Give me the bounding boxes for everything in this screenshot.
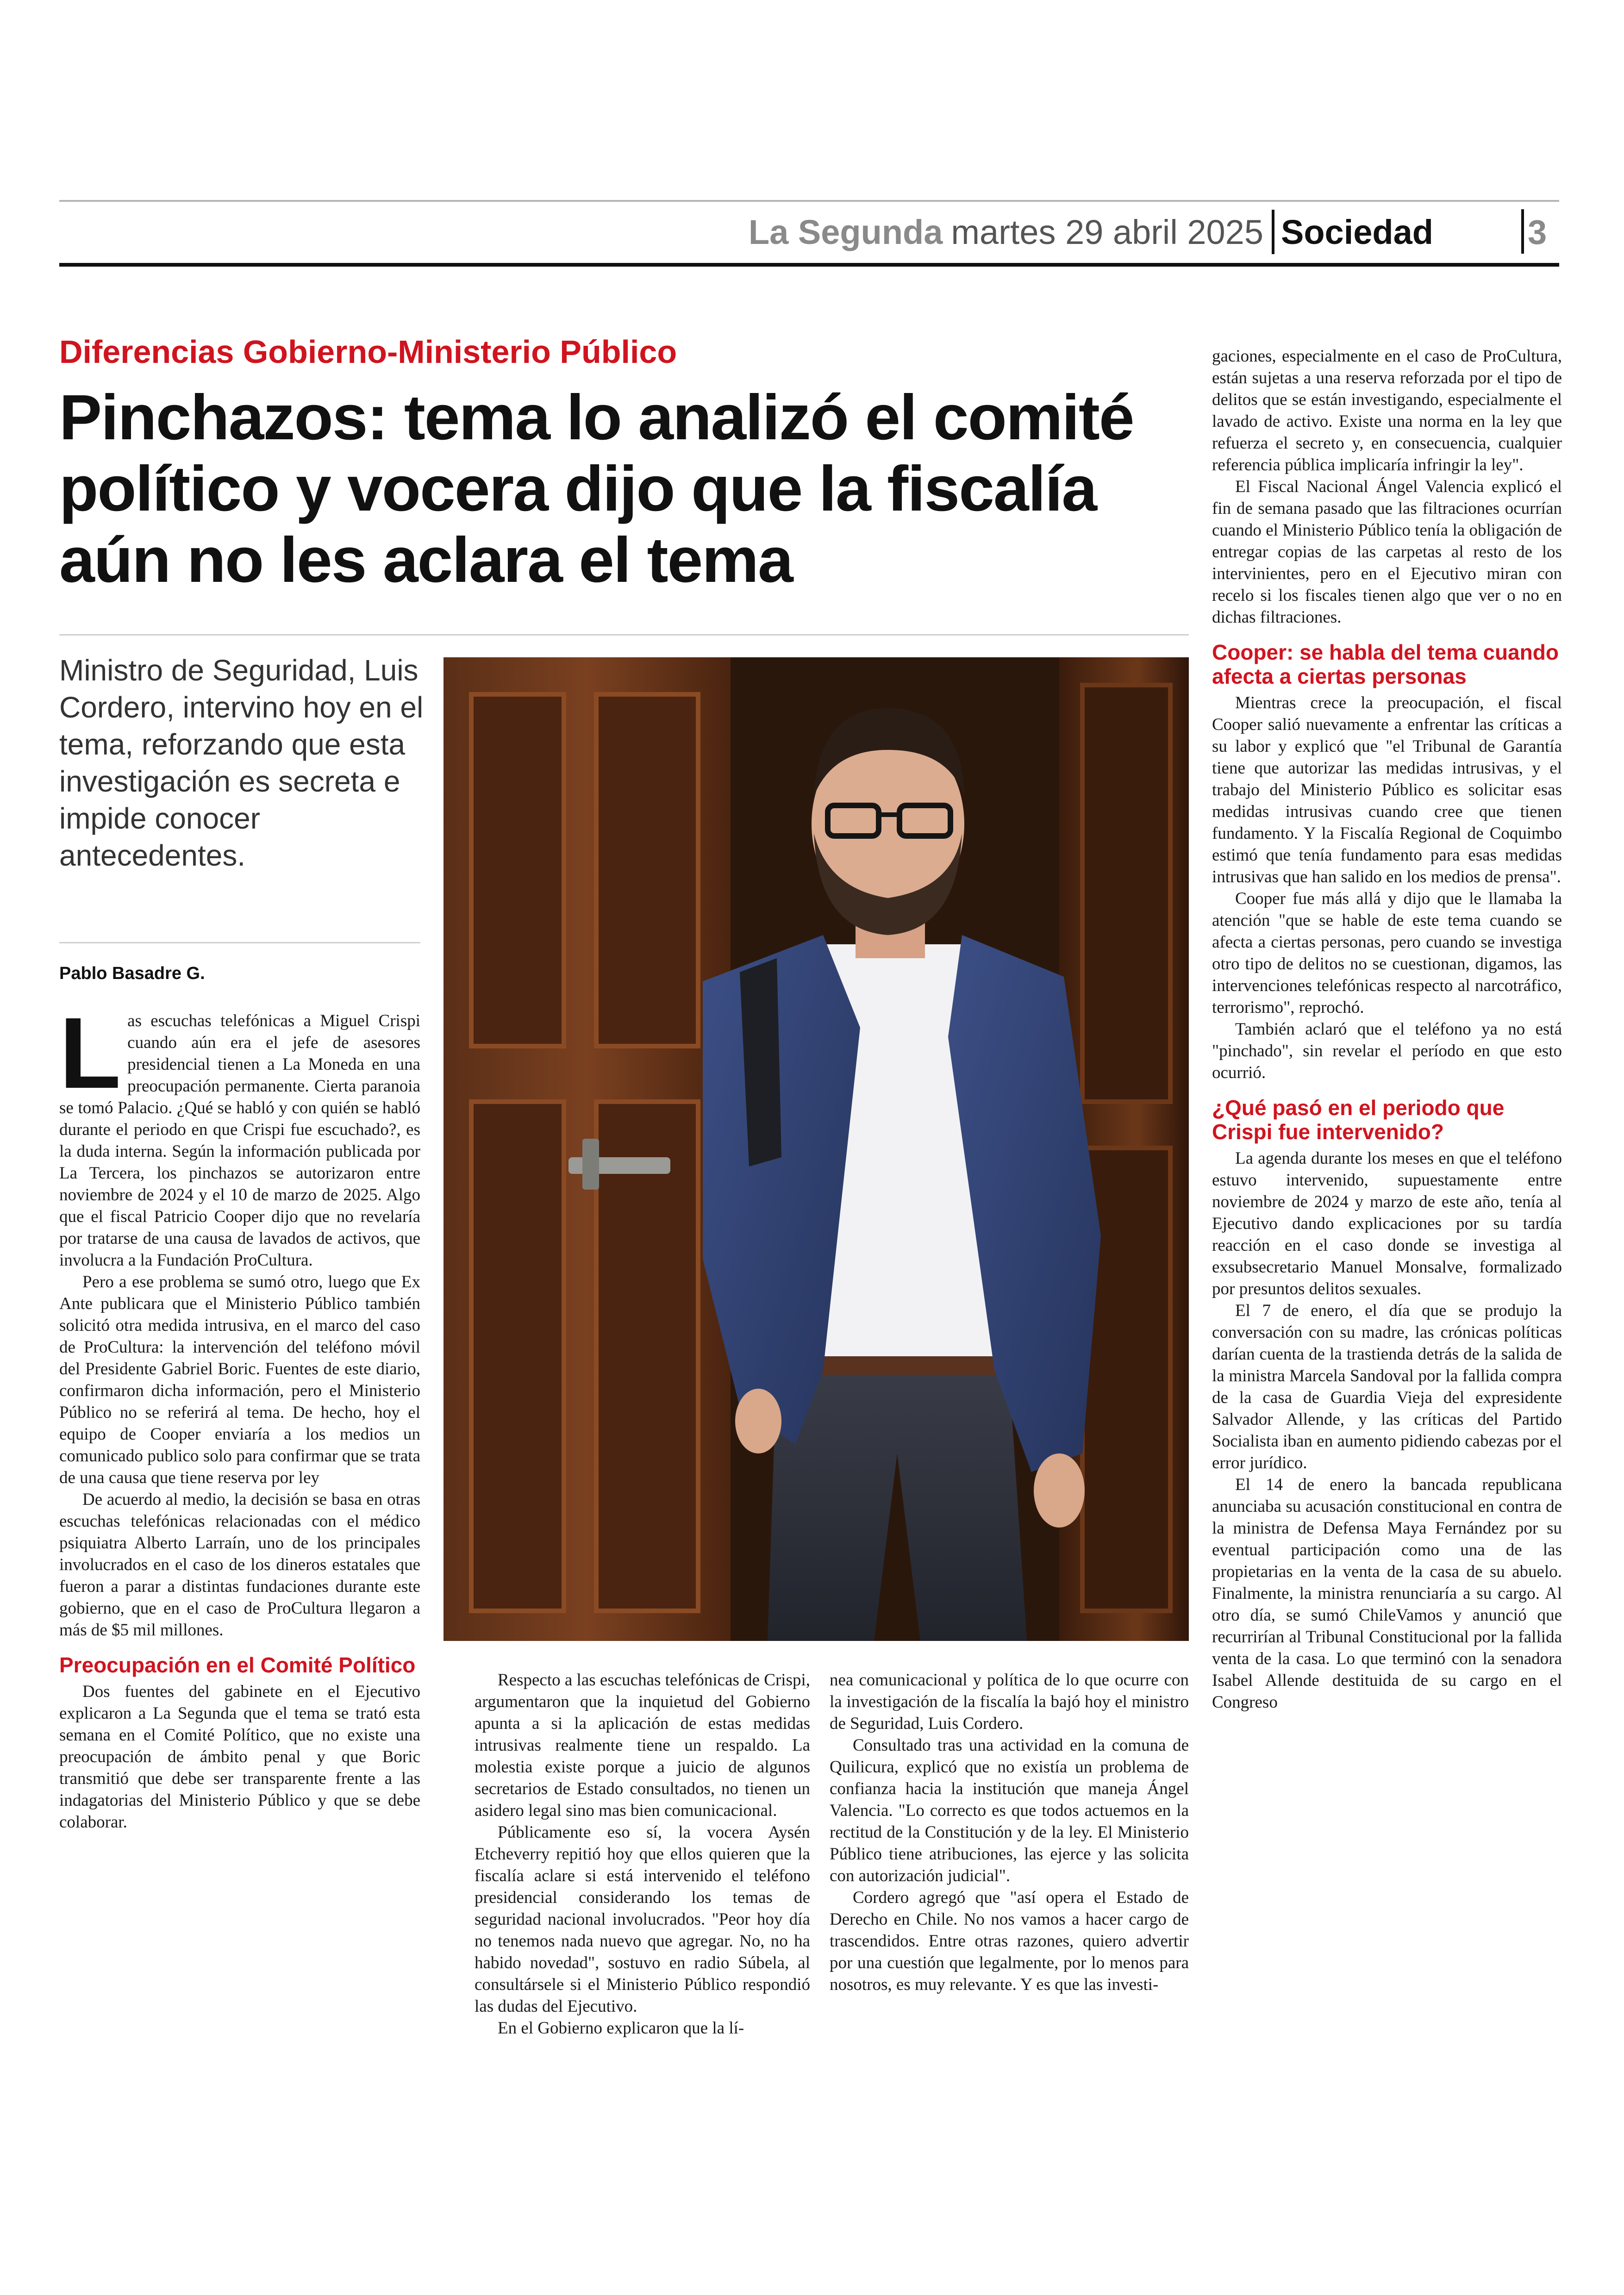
drop-cap: L — [59, 997, 121, 1110]
article-paragraph: Públicamente eso sí, la vocera Aysén Etcheverry repitió hoy que ellos quieren que la fiscalía aclare si está intervenido el teléfono presidencial considerando los temas de seguridad nacional involucrados. "Peor hoy día no tenemos nada nuevo que agregar. No, no ha habido novedad", sostuvo en radio Súbela, al consultársele si el Ministerio Público respondió las dudas del Ejecutivo. — [475, 1823, 810, 2016]
article-paragraph: En el Gobierno explicaron que la lí- — [498, 2019, 744, 2038]
article-paragraph: De acuerdo al medio, la decisión se basa en otras escuchas telefónicas relacionadas con el médico psiquiatra Alberto Larraín, uno de los principales involucrados en el caso de los dineros estatales que fueron a parar a distintas fundaciones durante este gobierno, que en el caso de ProCultura llegaron a más de $5 mil millones. — [59, 1490, 420, 1640]
article-paragraph: Respecto a las escuchas telefónicas de Crispi, argumentaron que la inquietud del Gobierno apunta a si la aplicación de estas medidas intrusivas realmente tiene un respaldo. La molestia existe porque a juicio de algunos secretarios de Estado consultados, no tienen un asidero legal sino mas bien comunicacional. — [475, 1671, 811, 1820]
photo-illustration — [443, 657, 1189, 1641]
article-headline: Pinchazos: tema lo analizó el comité político y vocera dijo que la fiscalía aún no les aclara el tema — [59, 382, 1134, 596]
article-lead: Ministro de Seguridad, Luis Cordero, intervino hoy en el tema, reforzando que esta investigación es secreta e impide conocer antecedentes. — [59, 654, 424, 872]
article-paragraph: La agenda durante los meses en que el teléfono estuvo intervenido, supuestamente entre noviembre de 2024 y marzo de este año, tenía al Ejecutivo dando explicaciones por su tardía reacción en el caso donde se investiga al exsubsecretario Manuel Monsalve, formalizado por presuntos delitos sexuales. — [1212, 1149, 1562, 1298]
article-column-2 — [475, 1669, 810, 2039]
article-photo — [443, 657, 1189, 1641]
article-paragraph: Cordero agregó que "así opera el Estado de Derecho en Chile. No nos vamos a hacer cargo de trascendidos. Entre otras razones, quiero advertir por una cuestión que legalmente, por lo menos para nosotros, es muy relevante. Y es que las investi- — [830, 1888, 1189, 1994]
publication-name: La Segunda — [748, 212, 943, 251]
article-column-1 — [59, 997, 420, 1833]
article-paragraph: El 14 de enero la bancada republicana anunciaba su acusación constitucional en contra de la ministra de Defensa Maya Fernández por su eventual participación como una de las propietarias en la venta de la casa de su abuelo. Finalmente, la ministra renunciaría a su cargo. Al otro día, se sumó ChileVamos y anunció que recurrirían al Tribunal Constitucional por la fallida venta de la casa. Lo que terminó con la senadora Isabel Allende destituida de su cargo en el Congreso — [1212, 1475, 1562, 1712]
article-paragraph: El Fiscal Nacional Ángel Valencia explicó el fin de semana pasado que las filtraciones ocurrían cuando el Ministerio Público tenía la obligación de entregar copias de las carpetas al resto de los intervinientes, pero en el Ejecutivo miran con recelo si los fiscales tienen algo que ver o no en dichas filtraciones. — [1212, 477, 1562, 627]
page-number-divider — [1521, 209, 1524, 254]
article-kicker: Diferencias Gobierno-Ministerio Público — [59, 334, 677, 370]
article-column-3 — [830, 1669, 1189, 1996]
article-paragraph: Pero a ese problema se sumó otro, luego que Ex Ante publicara que el Ministerio Público también solicitó otra medida intrusiva, en el marco del caso de ProCultura: la intervención del teléfono móvil del Presidente Gabriel Boric. Fuentes de este diario, confirmaron dicha información, pero el Ministerio Público no se referirá al tema. De hecho, hoy el equipo de Cooper enviaría a los medios un comunicado publico solo para confirmar que se trata de una causa que tiene reserva por ley — [59, 1272, 420, 1487]
masthead-divider — [1272, 210, 1274, 254]
article-paragraph: Cooper fue más allá y dijo que le llamaba la atención "que se hable de este tema cuando se afecta a ciertas personas, pero cuando se investiga otro tipo de delitos no se cuestionan, digamos, las intervenciones telefónicas respecto al narcotráfico, terrorismo", reprochó. — [1212, 889, 1562, 1017]
article-paragraph: nea comunicacional y política de lo que ocurre con la investigación de la fiscalía la bajó hoy el ministro de Seguridad, Luis Cordero. — [830, 1671, 1189, 1733]
headline-rule — [59, 634, 1189, 636]
subheading-crispi: ¿Qué pasó en el periodo que Crispi fue intervenido? — [1212, 1096, 1505, 1144]
article-paragraph: Mientras crece la preocupación, el fiscal Cooper salió nuevamente a enfrentar las críticas a su labor y explicó que "el Tribunal de Garantía tiene que autorizar las medidas intrusivas, y el trabajo del Ministerio Público es solicitar esas medidas intrusivas cuando cree que tienen fundamento. Y la Fiscalía Regional de Coquimbo estimó que tenía fundamento para esas medidas intrusivas que han salido en los medios de prensa". — [1212, 693, 1562, 886]
article-paragraph: El 7 de enero, el día que se produjo la conversación con su madre, las crónicas políticas darían cuenta de la trastienda detrás de la salida de la ministra Marcela Sandoval por la fallida compra de la casa de Guardia Vieja del expresidente Salvador Allende, y las críticas del Partido Socialista iban en aumento pidiendo cabezas por el error jurídico. — [1212, 1301, 1562, 1472]
byline: Pablo Basadre G. — [59, 964, 205, 983]
masthead-bottom-rule — [59, 263, 1559, 267]
article-paragraph: gaciones, especialmente en el caso de ProCultura, están sujetas a una reserva reforzada por el tipo de delitos que se están investigando, especialmente el lavado de activo. Existe una norma en la ley que refuerza el secreto y, en consecuencia, cualquier referencia pública implicaría infringir la ley". — [1212, 347, 1562, 474]
lead-rule — [59, 942, 420, 943]
masthead — [749, 206, 1433, 257]
section-name: Sociedad — [1281, 212, 1433, 251]
subheading-cooper: Cooper: se habla del tema cuando afecta a ciertas personas — [1212, 640, 1559, 688]
page-number: 3 — [1528, 212, 1547, 251]
article-paragraph: Dos fuentes del gabinete en el Ejecutivo explicaron a La Segunda que el tema se trató esta semana en el Comité Político, que no existe una preocupación de ámbito penal y que Boric transmitió que debe ser transparente frente a las indagatorias del Ministerio Público y que se debe colaborar. — [59, 1682, 420, 1832]
subheading-comite: Preocupación en el Comité Político — [59, 1653, 416, 1677]
article-paragraph: Consultado tras una actividad en la comuna de Quilicura, explicó que no existía un problema de confianza hacia la institución que maneja Ángel Valencia. "Lo correcto es que todos actuemos en la rectitud de la Constitución y de la ley. El Ministerio Público tiene atribuciones, las ejerce y las solicita con autorización judicial". — [830, 1736, 1189, 1885]
article-paragraph: Las escuchas telefónicas a Miguel Crispi cuando aún era el jefe de asesores presidencial tienen a La Moneda en una preocupación permanente. Cierta paranoia se tomó Palacio. ¿Qué se habló y con quién se habló durante el periodo en que Crispi fue escuchado?, es la duda interna. Según la información publicada por La Tercera, los pinchazos se autorizaron entre noviembre de 2024 y el 10 de marzo de 2025. Algo que el fiscal Patricio Cooper dijo que no revelaría por tratarse de una causa de lavados de activos, que involucra a la Fundación ProCultura. — [59, 997, 420, 1270]
article-paragraph: También aclaró que el teléfono ya no está "pinchado", sin revelar el período en que esto ocurrió. — [1212, 1020, 1562, 1082]
issue-date: martes 29 abril 2025 — [951, 212, 1263, 251]
masthead-top-rule — [59, 200, 1559, 202]
article-column-4 — [1212, 345, 1562, 1713]
